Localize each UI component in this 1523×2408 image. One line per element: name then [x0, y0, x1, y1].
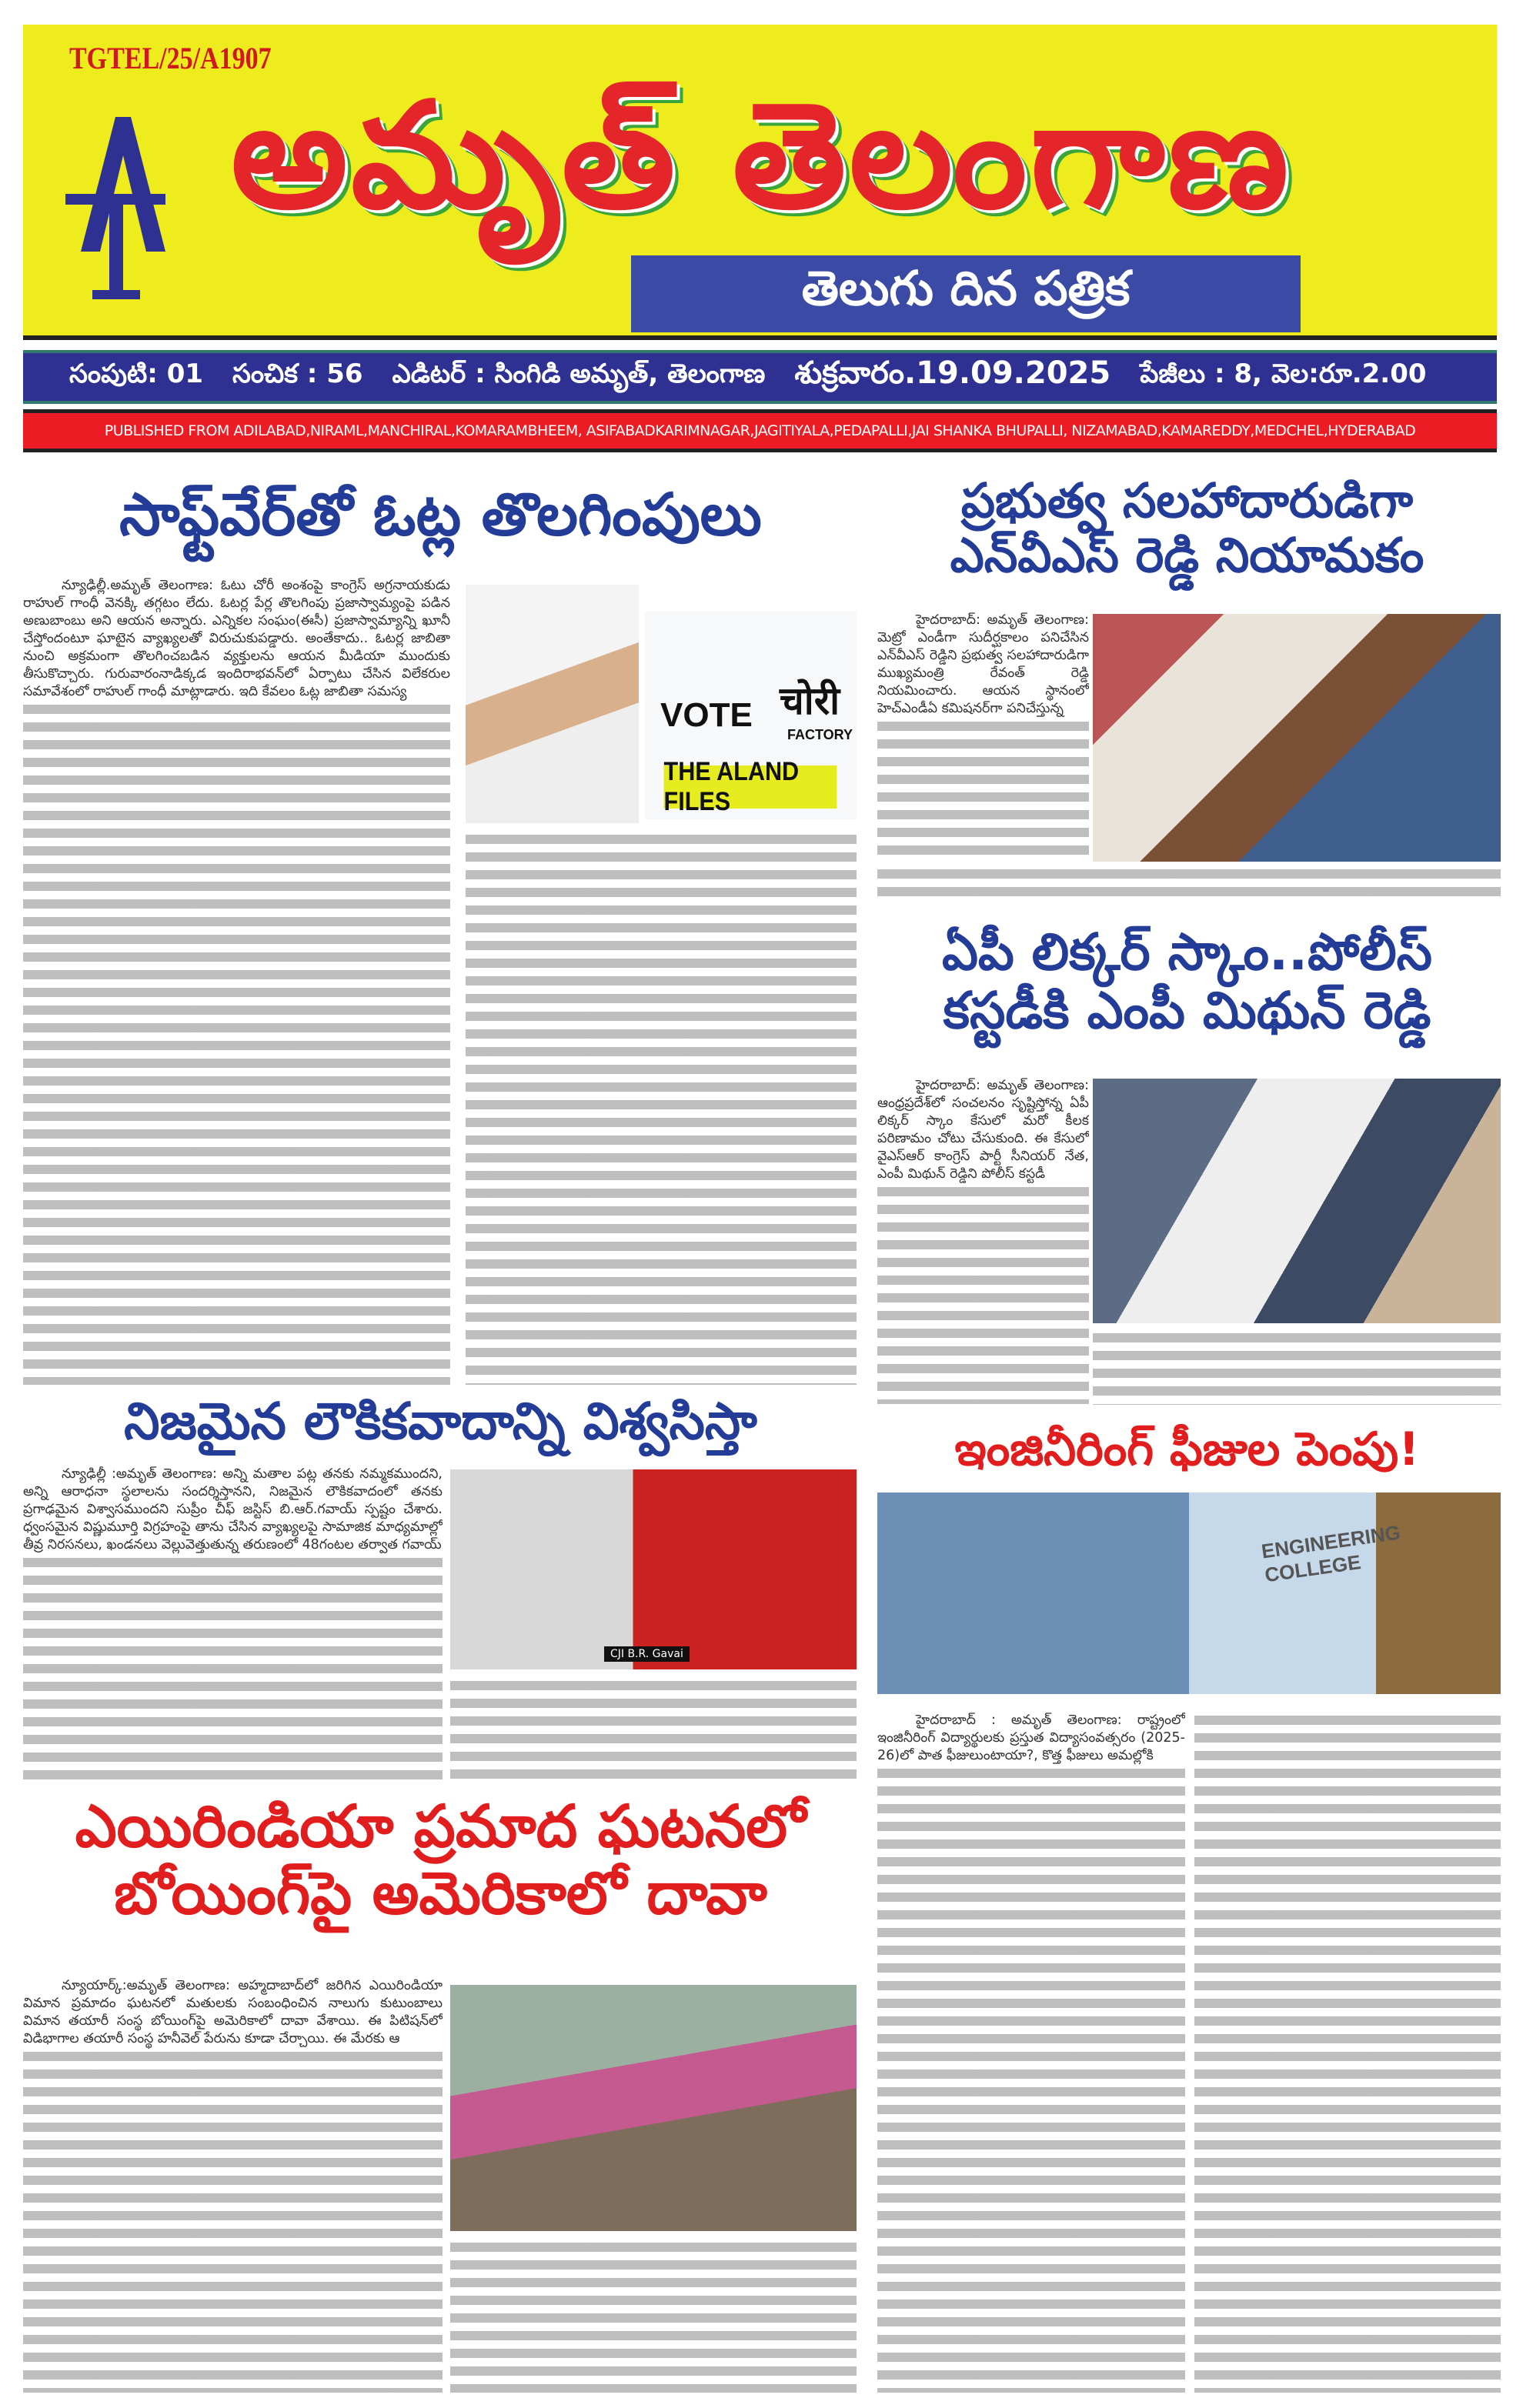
headline-line: ఏపీ లిక్కర్ స్కాం..పోలీస్	[941, 922, 1433, 982]
headline-nvs	[873, 473, 1501, 583]
volume: సంపుటి: 01	[69, 359, 204, 389]
headline-line: ఎన్‌వీఎస్ రెడ్డి నియామకం	[950, 527, 1424, 584]
article-liquor-body	[877, 1077, 1089, 1404]
article-text-continued	[23, 1554, 443, 1781]
article-text: న్యూఢిల్లీ.అమృత్ తెలంగాణ: ఓటు చోరీ అంశంపై కాంగ్రెస్ అగ్రనాయకుడు రాహుల్ గాంధీ వెనక్కి తగ్గటం లేదు. ఓటర్ల పేర్ల తొలగింపు ప్రజాస్వామ్యంపై పడిన అణుబాంబు అని ఆయన అన్నారు. ఎన్నికల సంఘం(ఈసీ) ప్రజాస్వామ్యాన్ని ఖూనీ చేస్తోందంటూ ఘాటైన వ్యాఖ్యలతో విరుచుకుపడ్డారు. అంతేకాదు.. ఓటర్ల జాబితా నుంచి అక్రమంగా తొలగించబడిన వ్యక్తులను ఆయన మీడియా ముందుకు తీసుకొచ్చారు. గురువారంనాడిక్కడ ఇందిరాభవన్‌లో ఏర్పాటు చేసిన విలేకరుల సమావేశంలో రాహుల్ గాంధీ మాట్లాడారు. ఇది కేవలం ఓట్ల జాబితా సమస్య	[23, 578, 450, 699]
article-text-continued	[1093, 1329, 1501, 1405]
headline-vote: సాఫ్ట్‌వేర్‌తో ఓట్ల తొలగింపులు	[119, 480, 762, 549]
headline-cji: నిజమైన లౌకికవాదాన్ని విశ్వసిస్తా	[124, 1392, 757, 1451]
engineering-college-photo	[877, 1492, 1501, 1694]
newspaper-title: అమృత్ తెలంగాణ	[231, 71, 1292, 241]
headline-line: ప్రభుత్వ సలహాదారుడిగా	[960, 472, 1414, 529]
graphic-aland-files-banner: THE ALAND FILES	[664, 765, 837, 809]
article-vote-body-col2	[466, 831, 857, 1385]
headline-airindia	[23, 1793, 858, 1927]
article-text-continued	[23, 701, 450, 1385]
rahul-gandhi-photo	[466, 585, 639, 823]
photo-caption: CJI B.R. Gavai	[604, 1646, 690, 1662]
headline-engineering: ఇంజినీరింగ్ ఫీజుల పెంపు!	[954, 1422, 1420, 1476]
tagline: తెలుగు దిన పత్రిక	[631, 255, 1301, 332]
article-engineering-body	[877, 1712, 1185, 2393]
issue-info-bar	[23, 350, 1497, 404]
article-text-continued	[877, 1765, 1185, 2393]
headline-line: ఎయిరిండియా ప్రమాద ఘటనలో	[75, 1792, 807, 1860]
graphic-chori-text: चोरी	[780, 679, 840, 722]
article-text-continued	[450, 1677, 857, 1781]
issue-number: సంచిక : 56	[232, 359, 363, 389]
price: వెల:రూ.2.00	[1271, 359, 1427, 389]
cji-photo	[450, 1469, 857, 1669]
article-airindia-body	[23, 1977, 443, 2393]
date: శుక్రవారం.19.09.2025	[794, 355, 1111, 391]
article-text: హైదరాబాద్ : అమృత్ తెలంగాణ: రాష్ట్రంలో ఇంజినీరింగ్ విద్యార్థులకు ప్రస్తుత విద్యాసంవత్సరం (2025-26)లో పాత ఫీజులుంటాయా?, కొత్త ఫీజులు అమల్లోకి	[877, 1713, 1185, 1763]
at-logo-icon	[62, 109, 169, 302]
mithun-reddy-photo	[1093, 1079, 1501, 1323]
article-text: హైదరాబాద్: అమృత్ తెలంగాణ: మెట్రో ఎండీగా సుదీర్ఘకాలం పనిచేసిన ఎన్‌వీఎస్ రెడ్డిని ప్రభుత్వ సలహాదారుడిగా ముఖ్యమంత్రి రేవంత్ రెడ్డి నియమించారు. ఆయన స్థానంలో హెచ్‌ఎండీఏ కమిషనర్‌గా పనిచేస్తున్న	[877, 612, 1089, 716]
article-vote-body	[23, 577, 450, 1385]
article-text-continued	[450, 2239, 857, 2393]
article-cji-body-col2	[450, 1677, 857, 1781]
article-text: న్యూయార్క్:అమృత్ తెలంగాణ: అహ్మదాబాద్‌లో జరిగిన ఎయిరిండియా విమాన ప్రమాదం ఘటనలో మతులకు సంబంధించిన నాలుగు కుటుంబాలు విమాన తయారీ సంస్థ బోయింగ్‌పై అమెరికాలో దావా వేశాయి. ఈ పిటిషన్‌లో విడిభాగాల తయారీ సంస్థ హనీవెల్ పేరును కూడా చేర్చాయి. ఈ మేరకు ఆ	[23, 1978, 443, 2046]
college-sign: ENGINEERING COLLEGE	[1260, 1520, 1402, 1587]
graphic-factory-text: FACTORY	[787, 727, 853, 742]
article-text-continued	[877, 865, 1501, 904]
article-text-continued	[877, 718, 1089, 858]
article-text-continued	[23, 2048, 443, 2393]
headline-liquor	[873, 923, 1501, 1040]
masthead	[23, 25, 1497, 340]
article-text: న్యూఢిల్లీ :అమృత్ తెలంగాణ: అన్ని మతాల పట్ల తనకు నమ్మకముందని, అన్ని ఆరాధనా స్థలాలను సందర్శిస్తానని, నిజమైన లౌకికవాదంలో తనకు ప్రగాఢమైన విశ్వాసముందని సుప్రీం చీఫ్ జస్టిస్ బి.ఆర్.గవాయ్ స్పష్టం చేశారు. ధ్వంసమైన విష్ణుమూర్తి విగ్రహంపై తాను చేసిన వ్యాఖ్యలపై సామాజిక మాధ్యమాల్లో తీవ్ర నిరసనలు, ఖండనలు వెల్లువెత్తుతున్న తరుణంలో 48గంటల తర్వాత గవాయ్	[23, 1466, 443, 1553]
graphic-vote-text: VOTE	[660, 696, 753, 734]
registration-number: TGTEL/25/A1907	[69, 41, 272, 75]
pages: పేజీలు : 8,	[1140, 359, 1262, 389]
article-text-continued	[1194, 1712, 1501, 2393]
article-cji-body	[23, 1466, 443, 1781]
vote-chori-graphic	[645, 612, 857, 819]
headline-line: బోయింగ్‌పై అమెరికాలో దావా	[114, 1859, 767, 1928]
article-engineering-body-col2	[1194, 1712, 1501, 2393]
article-airindia-body-col2	[450, 2239, 857, 2393]
crash-site-photo	[450, 1985, 857, 2231]
published-from-bar: PUBLISHED FROM ADILABAD,NIRAML,MANCHIRAL,KOMARAMBHEEM, ASIFABADKARIMNAGAR,JAGITIYALA,PEDAPALLI,JAI SHANKA BHUPALLI, NIZAMABAD,KAMAREDDY,MEDCHEL,HYDERABAD	[23, 409, 1497, 452]
article-nvs-body	[877, 612, 1089, 858]
article-text-continued	[877, 1183, 1089, 1404]
article-text-continued	[466, 831, 857, 1385]
article-liquor-body-col2	[1093, 1329, 1501, 1405]
headline-line: కస్టడీకి ఎంపీ మిథున్ రెడ్డి	[943, 980, 1431, 1040]
nvs-reddy-photo	[1093, 614, 1501, 862]
editor: ఎడిటర్ : సింగిడి అమృత్, తెలంగాణ	[392, 359, 766, 389]
article-text: హైదరాబాద్: అమృత్ తెలంగాణ: ఆంధ్రప్రదేశ్‌లో సంచలనం సృష్టిస్తోన్న ఏపీ లిక్కర్ స్కాం కేసులో మరో కీలక పరిణామం చోటు చేసుకుంది. ఈ కేసులో వైఎస్ఆర్ కాంగ్రెస్ పార్టీ సీనియర్ నేత, ఎంపీ మిథున్ రెడ్డిని పోలీస్ కస్టడీ	[877, 1078, 1089, 1182]
article-nvs-body-end	[877, 865, 1501, 904]
